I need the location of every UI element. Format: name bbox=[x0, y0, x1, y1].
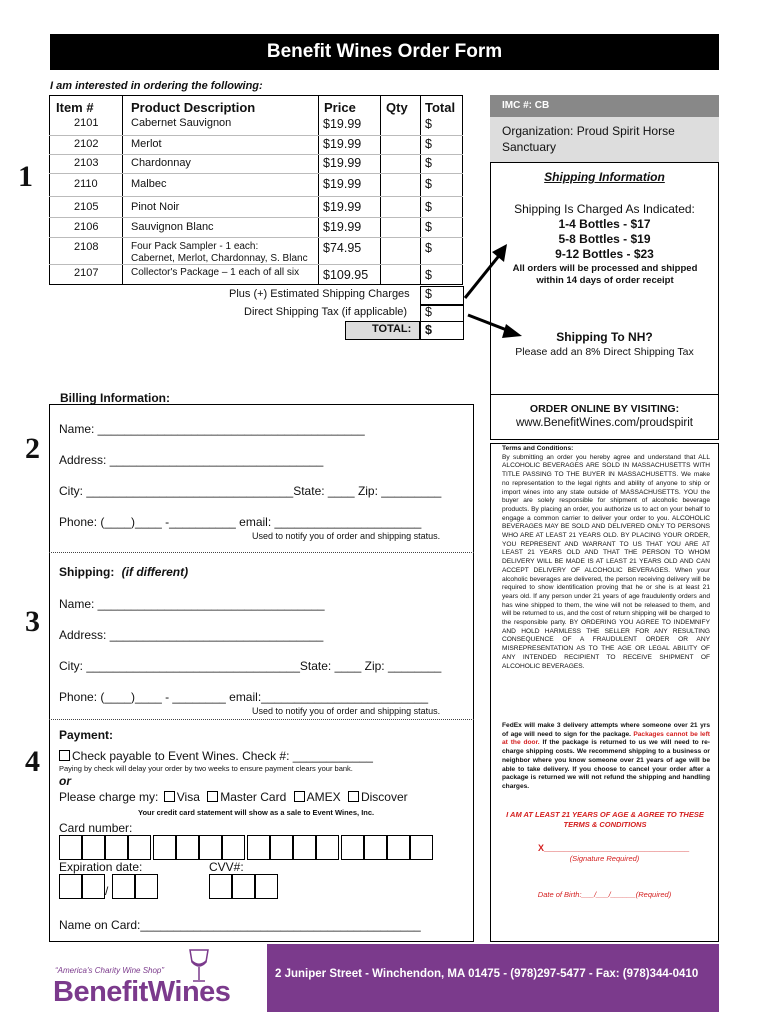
shipping-notify-note: Used to notify you of order and shipping status. bbox=[252, 706, 441, 716]
shipping-charged: Shipping Is Charged As Indicated: bbox=[514, 202, 695, 216]
row-desc: Chardonnay bbox=[131, 157, 191, 169]
shipping-city-state-zip-field[interactable]: City: ________________________________State: ____ Zip: ________ bbox=[59, 659, 442, 673]
terms-text bbox=[502, 445, 710, 671]
mastercard-checkbox[interactable] bbox=[207, 791, 218, 802]
step-1: 1 bbox=[18, 160, 33, 193]
row-price: $109.95 bbox=[323, 268, 369, 282]
cvv-input[interactable] bbox=[209, 874, 279, 899]
nh-title: Shipping To NH? bbox=[556, 330, 653, 344]
row-price: $19.99 bbox=[323, 137, 362, 151]
card-number-input[interactable] bbox=[59, 835, 439, 860]
row-item: 2108 bbox=[74, 241, 99, 253]
shipping-rate-2: 5-8 Bottles - $19 bbox=[558, 232, 651, 246]
row-price: $19.99 bbox=[323, 200, 362, 214]
row-desc: Cabernet Sauvignon bbox=[131, 117, 232, 129]
row-desc: Malbec bbox=[131, 178, 167, 190]
visa-checkbox[interactable] bbox=[164, 791, 175, 802]
step-4: 4 bbox=[25, 745, 40, 778]
row-total[interactable]: $ bbox=[425, 268, 432, 282]
charge-options bbox=[59, 790, 408, 804]
billing-name-field[interactable]: Name: ________________________________________ bbox=[59, 422, 365, 436]
row-total[interactable]: $ bbox=[425, 241, 432, 255]
row-item: 2102 bbox=[74, 138, 99, 150]
nh-tax-note: Please add an 8% Direct Shipping Tax bbox=[515, 346, 694, 358]
shipping-name-field[interactable]: Name: __________________________________ bbox=[59, 597, 325, 611]
expiration-slash: / bbox=[105, 884, 109, 898]
processing-note: All orders will be processed and shipped within 14 days of order receipt bbox=[512, 263, 698, 286]
fedex-warning: Packages cannot be left at the door. bbox=[502, 730, 710, 747]
row-desc-line2: Cabernet, Merlot, Chardonnay, S. Blanc bbox=[131, 253, 308, 264]
shipping-title-note: (if different) bbox=[121, 565, 189, 579]
amex-checkbox[interactable] bbox=[294, 791, 305, 802]
billing-title: Billing Information: bbox=[60, 391, 170, 405]
row-price: $19.99 bbox=[323, 220, 362, 234]
mastercard-label: Master Card bbox=[220, 790, 287, 804]
check-note: Paying by check will delay your order by two weeks to ensure payment clears your bank. bbox=[59, 764, 353, 773]
shipping-phone-email-field[interactable]: Phone: (____)____ - ________ email:_________________________ bbox=[59, 690, 428, 704]
row-total[interactable]: $ bbox=[425, 137, 432, 151]
date-of-birth-field[interactable]: Date of Birth:___/___/______(Required) bbox=[537, 890, 672, 899]
row-desc: Sauvignon Blanc bbox=[131, 221, 214, 233]
row-desc: Merlot bbox=[131, 138, 162, 150]
row-price: $19.99 bbox=[323, 156, 362, 170]
discover-checkbox[interactable] bbox=[348, 791, 359, 802]
shipping-charges-label: Plus (+) Estimated Shipping Charges bbox=[229, 288, 410, 300]
row-item: 2101 bbox=[74, 117, 99, 129]
intro-text: I am interested in ordering the following: bbox=[50, 80, 263, 92]
amex-label: AMEX bbox=[306, 790, 341, 804]
row-total[interactable]: $ bbox=[425, 156, 432, 170]
footer-address: 2 Juniper Street - Winchendon, MA 01475 - (978)297-5477 - Fax: (978)344-0410 bbox=[275, 968, 699, 980]
col-header-qty: Qty bbox=[386, 100, 408, 115]
fedex-text-b: If the package is returned to us we will need to re-charge shipping costs. We recommend shipping to a business or neighbor where you know someone over 21 years of age will be able to take delivery. If you choose to cancel your order after a package is returned we will not refund the shipping and handling charges. bbox=[502, 739, 710, 790]
shipping-title-text: Shipping: bbox=[59, 565, 115, 579]
signature-label: (Signature Required) bbox=[569, 854, 640, 863]
expiration-label: Expiration date: bbox=[59, 860, 143, 874]
shipping-address-field[interactable]: Address: ________________________________ bbox=[59, 628, 324, 642]
page-title: Benefit Wines Order Form bbox=[50, 34, 719, 70]
billing-address-field[interactable]: Address: ________________________________ bbox=[59, 453, 324, 467]
shipping-rate-1: 1-4 Bottles - $17 bbox=[558, 217, 651, 231]
row-total[interactable]: $ bbox=[425, 200, 432, 214]
fedex-note bbox=[502, 722, 710, 792]
organization: Organization: Proud Spirit Horse Sanctuary bbox=[490, 117, 719, 162]
row-desc: Pinot Noir bbox=[131, 201, 180, 213]
check-checkbox[interactable] bbox=[59, 750, 70, 761]
charge-label: Please charge my: bbox=[59, 790, 159, 804]
wine-glass-icon bbox=[180, 946, 220, 984]
row-price: $19.99 bbox=[323, 177, 362, 191]
fedex-text-a: FedEx will make 3 delivery attempts where someone over 21 yrs of age will need to sign for the package. bbox=[502, 722, 710, 738]
row-item: 2105 bbox=[74, 201, 99, 213]
expiration-input[interactable] bbox=[59, 874, 159, 899]
billing-phone-email-field[interactable]: Phone: (____)____ -__________ email: ______________________ bbox=[59, 515, 422, 529]
check-label: Check payable to Event Wines. Check #: ____________ bbox=[72, 749, 373, 763]
payment-title: Payment: bbox=[59, 728, 114, 742]
discover-label: Discover bbox=[360, 790, 408, 804]
order-online-url[interactable]: www.BenefitWines.com/proudspirit bbox=[515, 417, 694, 429]
row-total[interactable]: $ bbox=[425, 220, 432, 234]
or-text: or bbox=[59, 774, 71, 788]
shipping-rate-3: 9-12 Bottles - $23 bbox=[555, 247, 654, 261]
row-desc: Four Pack Sampler - 1 each: bbox=[131, 241, 259, 252]
billing-city-state-zip-field[interactable]: City: _______________________________State: ____ Zip: _________ bbox=[59, 484, 442, 498]
statement-note: Your credit card statement will show as a sale to Event Wines, Inc. bbox=[138, 808, 375, 817]
shipping-charges-value[interactable]: $ bbox=[425, 287, 432, 301]
col-header-price: Price bbox=[324, 100, 356, 115]
footer-tagline: “America's Charity Wine Shop” bbox=[55, 966, 165, 975]
check-option bbox=[59, 749, 373, 763]
signature-line[interactable]: X_____________________________ bbox=[538, 843, 690, 853]
card-number-label: Card number: bbox=[59, 821, 133, 835]
row-total[interactable]: $ bbox=[425, 117, 432, 131]
row-total[interactable]: $ bbox=[425, 177, 432, 191]
col-header-desc: Product Description bbox=[131, 100, 256, 115]
col-header-total: Total bbox=[425, 100, 456, 115]
total-label: TOTAL: bbox=[372, 323, 412, 335]
visa-label: Visa bbox=[176, 790, 200, 804]
shipping-info-title: Shipping Information bbox=[544, 170, 665, 184]
row-item: 2107 bbox=[74, 267, 99, 279]
terms-title: Terms and Conditions: bbox=[502, 445, 574, 452]
tax-label: Direct Shipping Tax (if applicable) bbox=[244, 306, 408, 318]
tax-value[interactable]: $ bbox=[425, 305, 432, 319]
row-price: $19.99 bbox=[323, 117, 362, 131]
terms-body: By submitting an order you hereby agree and understand that ALL ALCOHOLIC BEVERAGES ARE SOLD IN MASSACHUSETTS WITH TITLE PASSING TO THE BUYER IN MASSACHUSETTS. We make no representation to the legal rights and ability of anyone to ship or import wines into any state outside of MASSACHUSETTS. YOU the buyer are solely responsible for shipment of alcoholic beverage products. By placing an order, you authorize us to act on your behalf to engage a common carrier to deliver your order to you. ALCOHOLIC BEVERAGES MAY BE SOLD AND DELIVERED ONLY TO PERSONS WHO ARE AT LEAST 21 YEARS OLD. BY PLACING YOUR ORDER, YOU REPRESENT AND WARRANT TO US THAT YOU ARE AT LEAST 21 YEARS OLD AND THAT THE PERSON TO WHOM DELIVERY WILL BE MADE IS AT LEAST 21 YEARS OLD AND CAN ACCEPT DELIVERY OF ALCOHOLIC BEVERAGES. When your alcoholic beverages are delivered, the person receiving delivery will be required to show identification proving that he or she is at least 21 years old. If any person under 21 years of age fraudulently orders and has wine shipped to them, the wine will not be released to them, and will be returned to us, and the cost of return shipping will be charged to the responsible party. BY ORDERING YOU AGREE TO INDEMNIFY AND HOLD HARMLESS THE SELLER FOR ANY RESULTING CONSEQUENCE OF A FRAUDULENT ORDER OR ANY MISREPRESENTATION AS TO THE AGE OR LEGAL ABILITY OF ANY INTENDED RECIPIENT TO RECEIVE SHIPMENT OF ALCOHOLIC BEVERAGES. bbox=[502, 453, 710, 670]
col-header-item: Item # bbox=[56, 100, 94, 115]
row-item: 2110 bbox=[74, 178, 98, 190]
order-online-title: ORDER ONLINE BY VISITING: bbox=[529, 403, 680, 415]
imc-code: IMC #: CB bbox=[490, 95, 719, 117]
age-agreement: I AM AT LEAST 21 YEARS OF AGE & AGREE TO THESE TERMS & CONDITIONS bbox=[506, 810, 704, 829]
billing-notify-note: Used to notify you of order and shipping status. bbox=[252, 531, 441, 541]
name-on-card-field[interactable]: Name on Card:__________________________________________ bbox=[59, 918, 421, 932]
row-desc: Collector's Package – 1 each of all six bbox=[131, 267, 300, 278]
total-value[interactable]: $ bbox=[425, 323, 432, 337]
cvv-label: CVV#: bbox=[209, 860, 244, 874]
row-price: $74.95 bbox=[323, 241, 362, 255]
benefit-wines-logo: BenefitWines bbox=[53, 976, 231, 1008]
row-item: 2103 bbox=[74, 157, 99, 169]
step-3: 3 bbox=[25, 605, 40, 638]
row-item: 2106 bbox=[74, 221, 99, 233]
shipping-title bbox=[59, 565, 188, 579]
step-2: 2 bbox=[25, 432, 40, 465]
